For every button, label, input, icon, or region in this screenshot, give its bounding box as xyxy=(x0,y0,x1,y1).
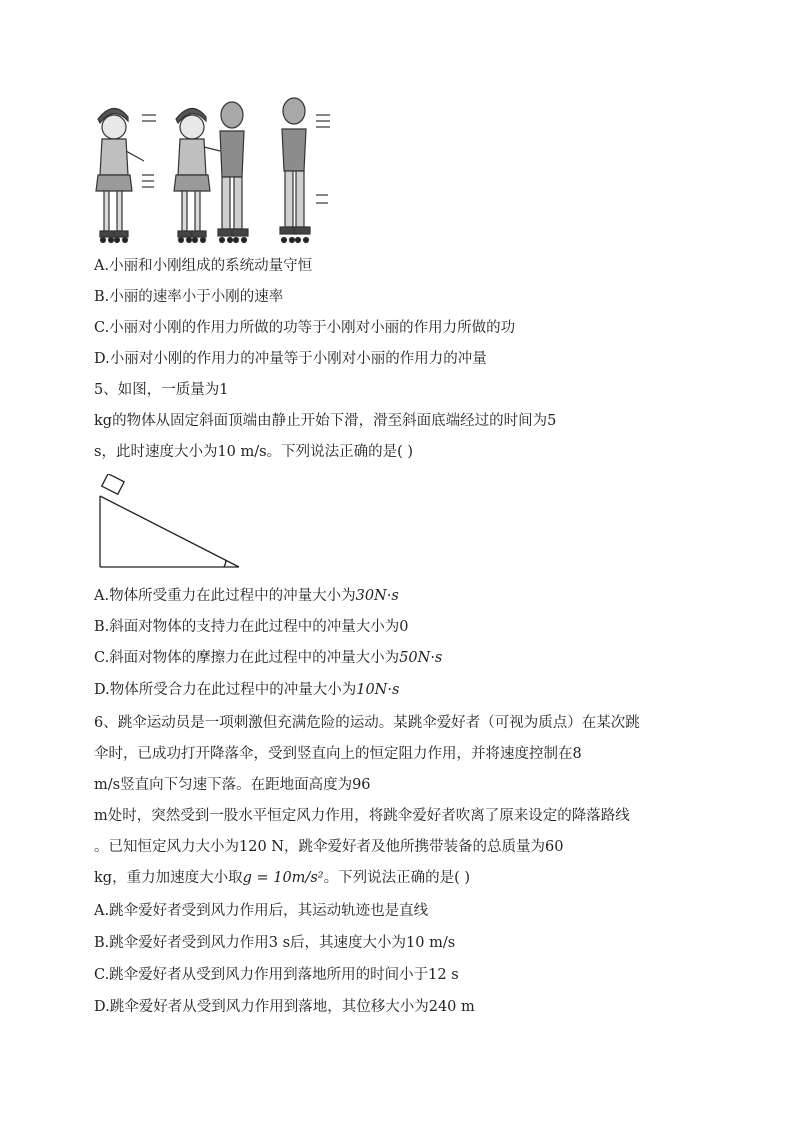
q5-stem-line-2: kg的物体从固定斜面顶端由静止开始下滑，滑至斜面底端经过的时间为5 xyxy=(94,413,557,429)
q6-stem-line-2: 伞时，已成功打开降落伞，受到竖直向上的恒定阻力作用，并将速度控制在8 xyxy=(94,746,582,762)
q5-option-d-value: 10N·s xyxy=(356,682,400,698)
q6-option-b: B.跳伞爱好者受到风力作用3 s后，其速度大小为10 m/s xyxy=(94,935,456,951)
q5-stem-line-1: 5、如图，一质量为1 xyxy=(94,382,229,398)
q6-line6-prefix: kg，重力加速度大小取 xyxy=(94,870,243,886)
roller-skaters-figure xyxy=(94,95,334,247)
boy-skater-2 xyxy=(280,98,310,243)
q6-option-a: A.跳伞爱好者受到风力作用后，其运动轨迹也是直线 xyxy=(94,903,429,919)
q4-option-c: C.小丽对小刚的作用力所做的功等于小刚对小丽的作用力所做的功 xyxy=(94,320,516,336)
girl-skater-2 xyxy=(174,108,220,242)
incline-figure xyxy=(96,474,246,572)
q5-stem-line-3: s，此时速度大小为10 m/s。下列说法正确的是( ) xyxy=(94,444,413,460)
q6-line6-suffix: 。下列说法正确的是( ) xyxy=(323,870,471,886)
q4-option-a: A.小丽和小刚组成的系统动量守恒 xyxy=(94,258,313,274)
q5-option-c-text: C.斜面对物体的摩擦力在此过程中的冲量大小为 xyxy=(94,650,400,666)
q5-option-a-value: 30N·s xyxy=(355,588,399,604)
q6-option-d: D.跳伞爱好者从受到风力作用到落地，其位移大小为240 m xyxy=(94,999,475,1015)
q5-option-d-text: D.物体所受合力在此过程中的冲量大小为 xyxy=(94,682,357,698)
q5-option-a-text: A.物体所受重力在此过程中的冲量大小为 xyxy=(94,588,356,604)
q6-stem-line-4: m处时，突然受到一股水平恒定风力作用，将跳伞爱好者吹离了原来设定的降落路线 xyxy=(94,808,630,824)
q5-option-c xyxy=(94,648,442,668)
boy-skater-1 xyxy=(218,102,248,243)
girl-skater-1 xyxy=(96,108,144,242)
q6-stem-line-3: m/s竖直向下匀速下落。在距地面高度为96 xyxy=(94,777,371,793)
q6-gravity-formula: g = 10m/s² xyxy=(242,870,324,886)
q6-stem-line-5: 。已知恒定风力大小为120 N，跳伞爱好者及他所携带装备的总质量为60 xyxy=(94,839,564,855)
q5-option-c-value: 50N·s xyxy=(399,650,443,666)
q5-option-d xyxy=(94,680,399,700)
q6-stem-line-6 xyxy=(94,868,470,888)
q4-option-d: D.小丽对小刚的作用力的冲量等于小刚对小丽的作用力的冲量 xyxy=(94,351,487,367)
q5-option-a xyxy=(94,586,399,606)
q5-option-b: B.斜面对物体的支持力在此过程中的冲量大小为0 xyxy=(94,619,409,635)
q6-stem-line-1: 6、跳伞运动员是一项刺激但充满危险的运动。某跳伞爱好者（可视为质点）在某次跳 xyxy=(94,715,640,731)
q4-option-b: B.小丽的速率小于小刚的速率 xyxy=(94,289,284,305)
q6-option-c: C.跳伞爱好者从受到风力作用到落地所用的时间小于12 s xyxy=(94,967,459,983)
